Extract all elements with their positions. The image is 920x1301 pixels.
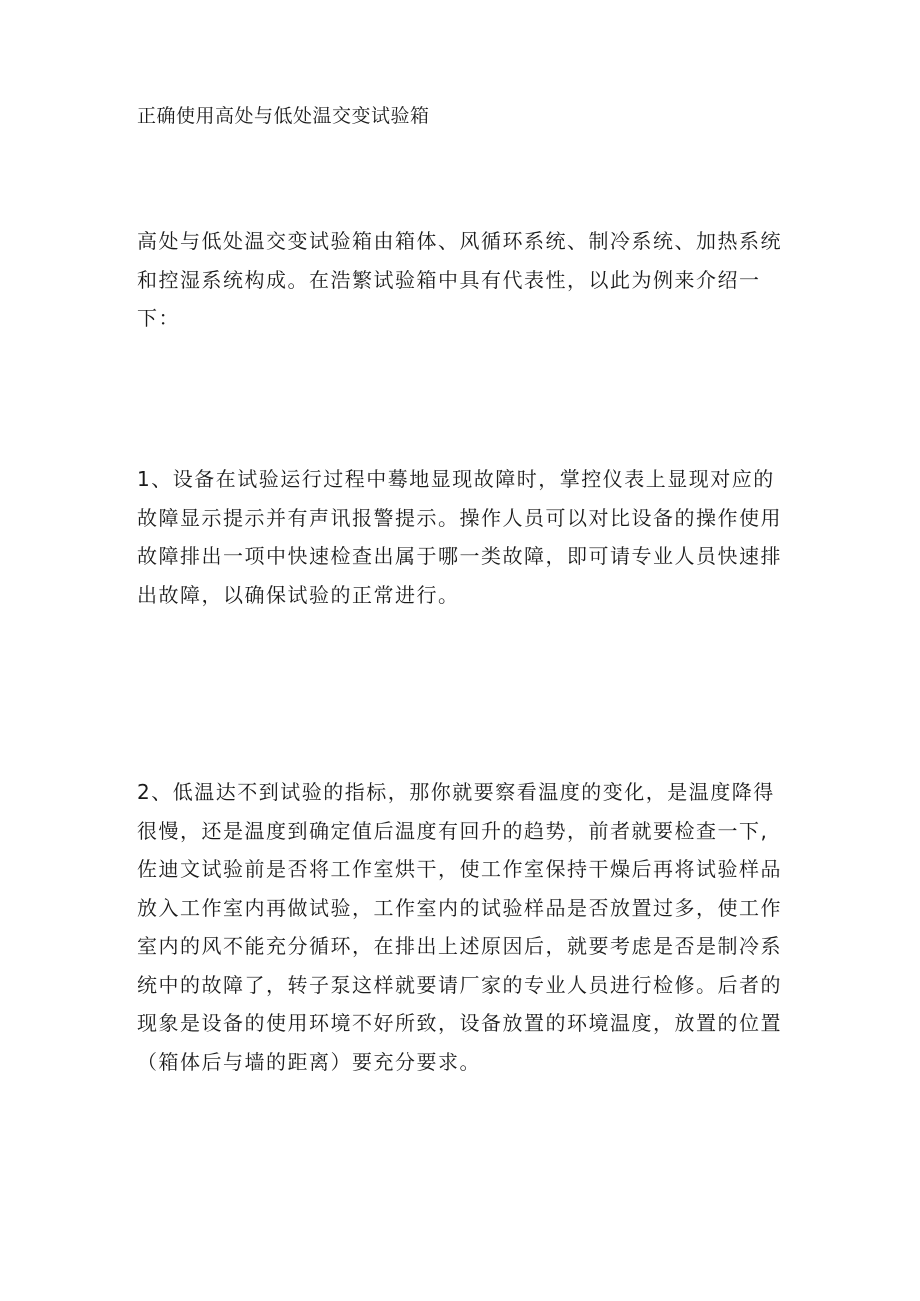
paragraph-intro: 高处与低处温交变试验箱由箱体、风循环系统、制冷系统、加热系统和控湿系统构成。在浩繁试验箱中具有代表性，以此为例来介绍一下： bbox=[137, 229, 782, 330]
document-title: 正确使用高处与低处温交变试验箱 bbox=[137, 105, 430, 127]
paragraph-item-1: 1、设备在试验运行过程中蓦地显现故障时，掌控仪表上显现对应的故障显示提示并有声讯报警提示。操作人员可以对比设备的操作使用故障排出一项中快速检查出属于哪一类故障，即可请专业人员快速排出故障，以确保试验的正常进行。 bbox=[137, 467, 782, 607]
paragraph-item-2: 2、低温达不到试验的指标，那你就要察看温度的变化，是温度降得很慢，还是温度到确定值后温度有回升的趋势，前者就要检查一下,佐迪文试验前是否将工作室烘干，使工作室保持干燥后再将试验样品放入工作室内再做试验，工作室内的试验样品是否放置过多，使工作室内的风不能充分循环，在排出上述原因后，就要考虑是否是制冷系统中的故障了，转子泵这样就要请厂家的专业人员进行检修。后者的现象是设备的使用环境不好所致，设备放置的环境温度，放置的位置（箱体后与墙的距离）要充分要求。 bbox=[137, 780, 782, 1074]
